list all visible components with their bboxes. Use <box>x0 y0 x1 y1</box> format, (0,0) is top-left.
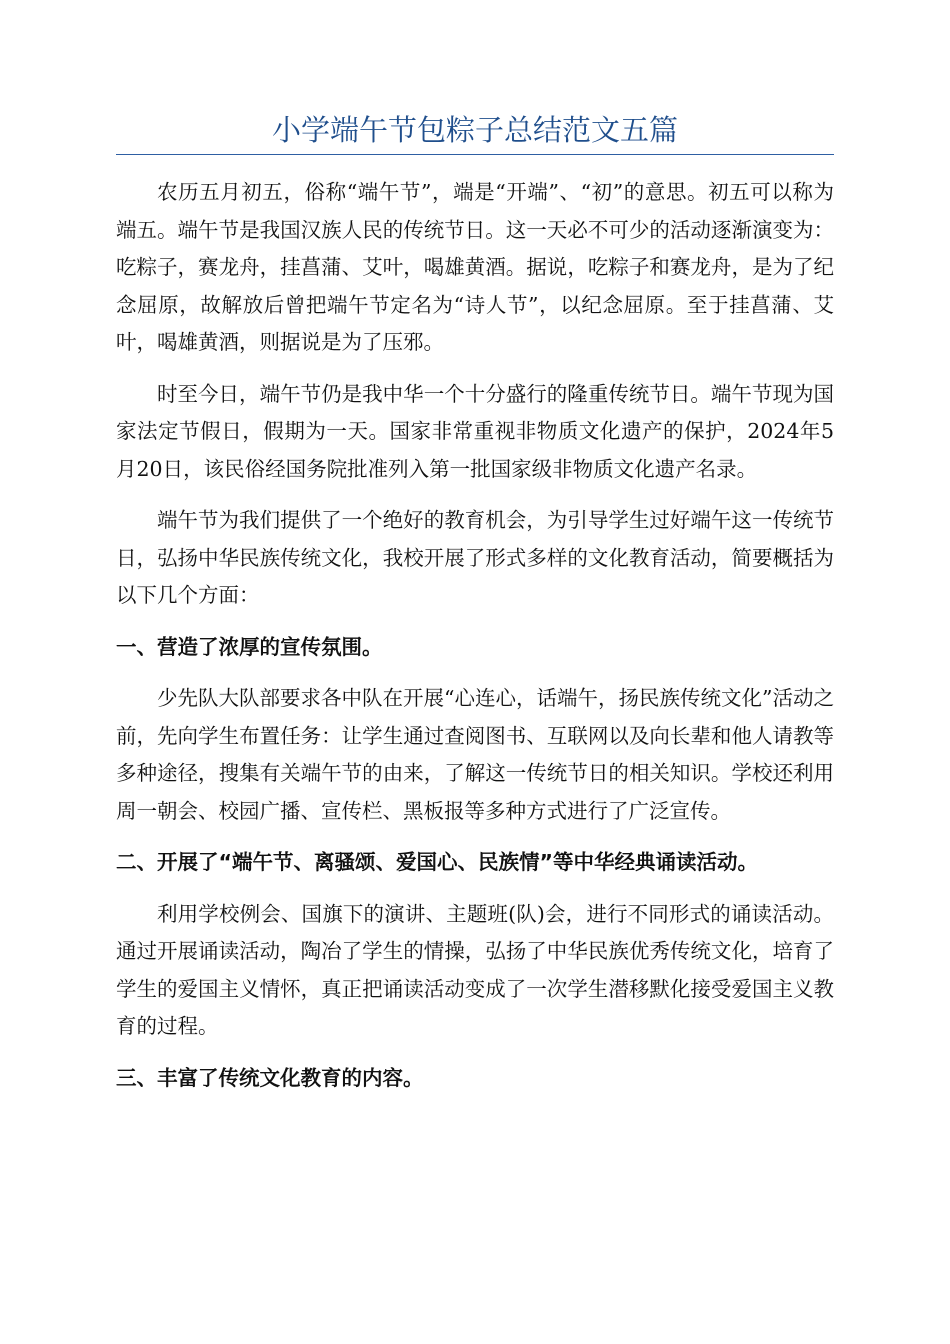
paragraph-section-2: 利用学校例会、国旗下的演讲、主题班(队)会，进行不同形式的诵读活动。通过开展诵读活动，陶冶了学生的情操，弘扬了中华民族优秀传统文化，培育了学生的爱国主义情怀，真正把诵读活动变成了一次学生潜移默化接受爱国主义教育的过程。 <box>116 901 834 1038</box>
paragraph-section-1: 少先队大队部要求各中队在开展“心连心，话端午，扬民族传统文化”活动之前，先向学生布置任务：让学生通过查阅图书、互联网以及向长辈和他人请教等多种途径，搜集有关端午节的由来，了解这一传统节日的相关知识。学校还利用周一朝会、校园广播、宣传栏、黑板报等多种方式进行了广泛宣传。 <box>116 686 834 823</box>
paragraph-heritage: 时至今日，端午节仍是我中华一个十分盛行的隆重传统节日。端午节现为国家法定节假日，假期为一天。国家非常重视非物质文化遗产的保护，2024年5月20日，该民俗经国务院批准列入第一批国家级非物质文化遗产名录。 <box>116 381 834 481</box>
document-title: 小学端午节包粽子总结范文五篇 <box>271 113 678 147</box>
section-heading-1: 一、营造了浓厚的宣传氛围。 <box>116 634 383 659</box>
section-heading-2: 二、开展了“端午节、离骚颂、爱国心、民族情”等中华经典诵读活动。 <box>116 850 758 874</box>
title-underline <box>116 154 834 155</box>
document-body <box>116 174 834 1111</box>
paragraph-education: 端午节为我们提供了一个绝好的教育机会，为引导学生过好端午这一传统节日，弘扬中华民族传统文化，我校开展了形式多样的文化教育活动，简要概括为以下几个方面： <box>116 508 834 607</box>
paragraph-intro: 农历五月初五，俗称“端午节”，端是“开端”、“初”的意思。初五可以称为端五。端午节是我国汉族人民的传统节日。这一天必不可少的活动逐渐演变为：吃粽子，赛龙舟，挂菖蒲、艾叶，喝雄黄酒。据说，吃粽子和赛龙舟，是为了纪念屈原，故解放后曾把端午节定名为“诗人节”，以纪念屈原。至于挂菖蒲、艾叶，喝雄黄酒，则据说是为了压邪。 <box>116 180 834 354</box>
section-heading-3: 三、丰富了传统文化教育的内容。 <box>116 1065 424 1090</box>
